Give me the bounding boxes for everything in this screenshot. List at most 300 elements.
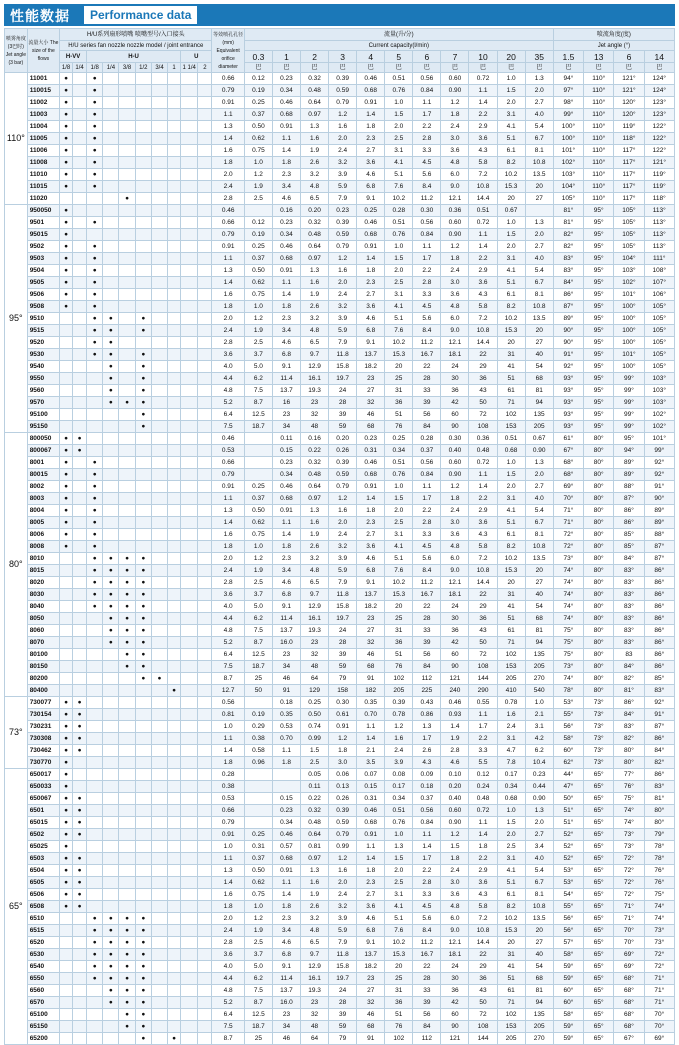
connection-dot-cell	[87, 673, 103, 685]
capacity-cell: 1.9	[244, 925, 272, 937]
connection-dot-cell	[198, 469, 212, 481]
connection-dot-cell	[168, 673, 181, 685]
capacity-cell: 8.4	[413, 925, 441, 937]
capacity-cell: 182	[357, 685, 385, 697]
size-header: 1	[168, 63, 181, 73]
connection-dot-cell: ●	[135, 949, 151, 961]
capacity-cell: 0.19	[244, 85, 272, 97]
capacity-cell: 1.4	[469, 241, 497, 253]
header-hu: H-U	[87, 51, 181, 63]
capacity-cell: 2.9	[469, 265, 497, 277]
capacity-cell: 0.60	[441, 457, 469, 469]
jet-angle-cell: 51°	[553, 805, 583, 817]
connection-dot-cell: ●	[103, 337, 119, 349]
capacity-cell: 0.48	[301, 229, 329, 241]
connection-dot-cell	[135, 301, 151, 313]
connection-dot-cell	[73, 169, 87, 181]
capacity-cell: 6.1	[497, 145, 525, 157]
jet-angle-cell: 65°	[584, 961, 614, 973]
capacity-cell: 2.4	[329, 889, 357, 901]
jet-angle-cell: 68°	[553, 469, 583, 481]
connection-dot-cell: ●	[103, 325, 119, 337]
jet-angle-cell: 93°	[553, 385, 583, 397]
capacity-cell: 1.2	[441, 481, 469, 493]
capacity-cell: 0.75	[244, 145, 272, 157]
connection-dot-cell	[151, 613, 167, 625]
connection-dot-cell	[135, 469, 151, 481]
jet-angle-cell: 104°	[553, 181, 583, 193]
capacity-cell: 28	[413, 973, 441, 985]
connection-dot-cell	[119, 793, 135, 805]
connection-dot-cell	[151, 901, 167, 913]
orifice-cell: 1.1	[212, 733, 244, 745]
model-cell: 9560	[27, 385, 59, 397]
connection-dot-cell	[181, 889, 198, 901]
model-cell: 65025	[27, 841, 59, 853]
capacity-cell: 50	[469, 397, 497, 409]
jet-angle-cell: 83°	[614, 589, 644, 601]
capacity-cell: 19.3	[301, 985, 329, 997]
connection-dot-cell	[119, 865, 135, 877]
capacity-cell: 0.46	[357, 73, 385, 85]
connection-dot-cell	[119, 481, 135, 493]
capacity-cell: 5.5	[469, 757, 497, 769]
capacity-cell: 2.9	[469, 865, 497, 877]
capacity-cell: 0.36	[469, 433, 497, 445]
orifice-cell: 5.2	[212, 997, 244, 1009]
connection-dot-cell	[181, 709, 198, 721]
capacity-cell: 3.7	[244, 349, 272, 361]
capacity-cell: 10.8	[525, 301, 553, 313]
capacity-cell: 4.1	[385, 301, 413, 313]
capacity-cell: 3.1	[385, 529, 413, 541]
capacity-cell: 3.4	[272, 181, 300, 193]
connection-dot-cell	[73, 997, 87, 1009]
capacity-cell: 0.74	[301, 721, 329, 733]
connection-dot-cell	[87, 757, 103, 769]
connection-dot-cell: ●	[87, 481, 103, 493]
connection-dot-cell: ●	[119, 577, 135, 589]
connection-dot-cell: ●	[60, 181, 73, 193]
capacity-cell: 0.64	[301, 829, 329, 841]
capacity-cell: 5.1	[385, 553, 413, 565]
connection-dot-cell	[135, 733, 151, 745]
jet-angle-cell: 83°	[614, 577, 644, 589]
capacity-cell: 129	[301, 685, 329, 697]
capacity-cell: 0.68	[357, 469, 385, 481]
capacity-cell: 2.4	[497, 721, 525, 733]
jet-angle-cell: 100°	[614, 337, 644, 349]
capacity-cell: 2.4	[329, 145, 357, 157]
jet-angle-cell: 65°	[584, 925, 614, 937]
connection-dot-cell: ●	[87, 457, 103, 469]
capacity-cell: 1.6	[497, 709, 525, 721]
capacity-cell: 20	[497, 337, 525, 349]
capacity-cell: 0.23	[357, 433, 385, 445]
capacity-cell: 5.6	[413, 169, 441, 181]
jet-angle-cell: 73°	[584, 697, 614, 709]
orifice-cell: 0.53	[212, 793, 244, 805]
connection-dot-cell	[135, 901, 151, 913]
connection-dot-cell: ●	[87, 949, 103, 961]
capacity-cell: 1.5	[441, 841, 469, 853]
connection-dot-cell	[198, 1033, 212, 1045]
orifice-cell: 0.91	[212, 481, 244, 493]
table-row	[5, 301, 675, 313]
connection-dot-cell	[60, 637, 73, 649]
connection-dot-cell	[168, 349, 181, 361]
capacity-cell: 25	[244, 1033, 272, 1045]
capacity-cell: 0.17	[497, 769, 525, 781]
jet-angle-cell: 88°	[614, 481, 644, 493]
capacity-cell: 2.0	[329, 877, 357, 889]
jet-angle-cell: 67°	[614, 1033, 644, 1045]
capacity-cell: 2.2	[469, 109, 497, 121]
jet-angle-cell: 89°	[614, 457, 644, 469]
connection-dot-cell	[73, 973, 87, 985]
capacity-cell: 2.2	[469, 253, 497, 265]
orifice-cell: 1.1	[212, 853, 244, 865]
connection-dot-cell	[151, 553, 167, 565]
connection-dot-cell	[151, 145, 167, 157]
capacity-cell: 29	[469, 601, 497, 613]
capacity-cell: 2.0	[329, 133, 357, 145]
connection-dot-cell	[73, 121, 87, 133]
jet-angle-cell: 95°	[584, 349, 614, 361]
capacity-cell: 1.1	[413, 241, 441, 253]
capacity-cell: 68	[357, 661, 385, 673]
capacity-cell: 0.19	[244, 229, 272, 241]
jet-angle-cell: 74°	[553, 601, 583, 613]
jet-angle-cell: 65°	[584, 949, 614, 961]
jet-angle-cell: 95°	[584, 277, 614, 289]
connection-dot-cell	[151, 781, 167, 793]
model-cell: 730154	[27, 709, 59, 721]
capacity-cell: 3.2	[301, 913, 329, 925]
jet-angle-cell: 89°	[553, 313, 583, 325]
capacity-cell: 91	[272, 685, 300, 697]
connection-dot-cell	[103, 889, 119, 901]
connection-dot-cell	[103, 121, 119, 133]
capacity-cell: 31	[385, 985, 413, 997]
capacity-cell: 1.7	[413, 853, 441, 865]
capacity-cell: 0.97	[301, 493, 329, 505]
capacity-cell: 23	[301, 397, 329, 409]
connection-dot-cell	[198, 889, 212, 901]
capacity-cell: 0.90	[441, 85, 469, 97]
capacity-cell: 18.1	[441, 589, 469, 601]
capacity-cell: 2.0	[497, 97, 525, 109]
connection-dot-cell: ●	[60, 457, 73, 469]
jet-angle-cell: 80°	[584, 505, 614, 517]
connection-dot-cell: ●	[60, 433, 73, 445]
connection-dot-cell: ●	[87, 601, 103, 613]
capacity-cell: 51	[385, 649, 413, 661]
capacity-cell: 1.6	[385, 733, 413, 745]
table-row	[5, 577, 675, 589]
capacity-cell: 6.0	[441, 313, 469, 325]
orifice-cell: 2.8	[212, 577, 244, 589]
connection-dot-cell: ●	[103, 577, 119, 589]
connection-dot-cell	[198, 193, 212, 205]
table-row	[5, 397, 675, 409]
connection-dot-cell	[168, 721, 181, 733]
connection-dot-cell	[73, 553, 87, 565]
connection-dot-cell: ●	[103, 385, 119, 397]
connection-dot-cell	[181, 721, 198, 733]
jet-angle-cell: 102°	[553, 157, 583, 169]
pressure-unit: 巴	[329, 63, 357, 73]
table-row	[5, 349, 675, 361]
capacity-cell: 9.0	[441, 925, 469, 937]
capacity-cell	[244, 817, 272, 829]
connection-dot-cell	[119, 277, 135, 289]
capacity-cell: 0.76	[385, 229, 413, 241]
jet-angle-cell: 58°	[553, 733, 583, 745]
model-cell: 650033	[27, 781, 59, 793]
connection-dot-cell	[103, 457, 119, 469]
title-cn: 性能数据	[10, 9, 70, 25]
capacity-cell: 34	[272, 421, 300, 433]
connection-dot-cell	[181, 625, 198, 637]
angle-group-cell: 65°	[5, 769, 28, 1045]
connection-dot-cell	[60, 601, 73, 613]
connection-dot-cell	[181, 781, 198, 793]
capacity-cell: 72	[469, 649, 497, 661]
connection-dot-cell: ●	[73, 433, 87, 445]
connection-dot-cell	[181, 397, 198, 409]
jet-angle-cell: 100°	[614, 325, 644, 337]
connection-dot-cell	[151, 577, 167, 589]
connection-dot-cell: ●	[119, 913, 135, 925]
connection-dot-cell: ●	[135, 397, 151, 409]
jet-angle-cell: 103°	[644, 397, 674, 409]
connection-dot-cell	[135, 721, 151, 733]
capacity-cell: 0.60	[441, 805, 469, 817]
capacity-cell: 11.4	[272, 973, 300, 985]
connection-dot-cell: ●	[60, 541, 73, 553]
connection-dot-cell: ●	[87, 517, 103, 529]
connection-dot-cell	[73, 361, 87, 373]
connection-dot-cell	[198, 241, 212, 253]
capacity-cell: 43	[469, 985, 497, 997]
model-cell: 6550	[27, 973, 59, 985]
model-cell: 8070	[27, 637, 59, 649]
capacity-cell: 46	[357, 649, 385, 661]
connection-dot-cell	[103, 661, 119, 673]
model-cell: 9501	[27, 217, 59, 229]
capacity-cell: 7.8	[497, 757, 525, 769]
connection-dot-cell	[73, 385, 87, 397]
jet-angle-cell: 80°	[584, 625, 614, 637]
connection-dot-cell	[151, 565, 167, 577]
capacity-cell: 0.25	[244, 481, 272, 493]
capacity-cell: 3.1	[497, 253, 525, 265]
connection-dot-cell: ●	[60, 253, 73, 265]
capacity-cell: 20	[385, 961, 413, 973]
connection-dot-cell: ●	[60, 505, 73, 517]
connection-dot-cell	[168, 361, 181, 373]
connection-dot-cell	[181, 565, 198, 577]
connection-dot-cell	[73, 193, 87, 205]
table-row	[5, 685, 675, 697]
connection-dot-cell	[181, 841, 198, 853]
table-row	[5, 769, 675, 781]
header-flow: 流量大小 The size of the flows	[27, 29, 59, 73]
connection-dot-cell	[198, 721, 212, 733]
connection-dot-cell: ●	[119, 553, 135, 565]
capacity-cell: 121	[441, 673, 469, 685]
model-cell: 9503	[27, 253, 59, 265]
table-row	[5, 553, 675, 565]
capacity-cell: 0.06	[329, 769, 357, 781]
capacity-cell: 0.25	[244, 829, 272, 841]
connection-dot-cell	[198, 553, 212, 565]
table-row	[5, 433, 675, 445]
capacity-cell: 6.5	[301, 193, 329, 205]
connection-dot-cell	[60, 313, 73, 325]
capacity-cell: 24	[441, 361, 469, 373]
connection-dot-cell	[198, 757, 212, 769]
connection-dot-cell: ●	[119, 625, 135, 637]
connection-dot-cell	[73, 253, 87, 265]
connection-dot-cell	[73, 277, 87, 289]
connection-dot-cell	[87, 853, 103, 865]
capacity-cell: 23	[357, 973, 385, 985]
orifice-cell: 0.79	[212, 817, 244, 829]
connection-dot-cell	[87, 865, 103, 877]
jet-angle-cell: 90°	[553, 325, 583, 337]
capacity-cell: 4.3	[469, 529, 497, 541]
capacity-cell: 2.5	[385, 277, 413, 289]
jet-angle-cell: 73°	[644, 925, 674, 937]
capacity-cell: 7.9	[329, 193, 357, 205]
capacity-cell: 3.9	[329, 913, 357, 925]
orifice-cell: 1.0	[212, 721, 244, 733]
connection-dot-cell	[168, 265, 181, 277]
connection-dot-cell	[60, 421, 73, 433]
jet-angle-cell: 119°	[644, 169, 674, 181]
jet-angle-cell: 99°	[614, 373, 644, 385]
orifice-cell: 0.91	[212, 241, 244, 253]
jet-angle-cell: 86°	[553, 289, 583, 301]
jet-angle-cell: 65°	[584, 817, 614, 829]
connection-dot-cell: ●	[135, 385, 151, 397]
jet-angle-cell: 73°	[584, 745, 614, 757]
capacity-cell: 0.55	[469, 697, 497, 709]
jet-angle-cell: 89°	[614, 469, 644, 481]
jet-angle-cell: 118°	[644, 193, 674, 205]
connection-dot-cell	[73, 649, 87, 661]
connection-dot-cell	[135, 169, 151, 181]
capacity-cell: 0.40	[441, 445, 469, 457]
connection-dot-cell	[60, 577, 73, 589]
capacity-cell: 0.46	[357, 217, 385, 229]
jet-angle-cell: 86°	[644, 601, 674, 613]
connection-dot-cell	[181, 73, 198, 85]
capacity-cell: 2.5	[244, 337, 272, 349]
connection-dot-cell	[181, 757, 198, 769]
jet-angle-cell: 102°	[614, 277, 644, 289]
capacity-cell: 0.59	[329, 817, 357, 829]
jet-angle-cell: 68°	[614, 1009, 644, 1021]
connection-dot-cell	[151, 661, 167, 673]
capacity-cell: 1.2	[329, 109, 357, 121]
jet-angle-cell: 55°	[553, 709, 583, 721]
table-row	[5, 157, 675, 169]
connection-dot-cell: ●	[135, 349, 151, 361]
connection-dot-cell: ●	[60, 877, 73, 889]
capacity-cell: 0.56	[413, 805, 441, 817]
jet-angle-cell: 74°	[553, 589, 583, 601]
capacity-cell: 1.8	[357, 265, 385, 277]
connection-dot-cell	[73, 613, 87, 625]
connection-dot-cell	[168, 97, 181, 109]
connection-dot-cell	[60, 397, 73, 409]
connection-dot-cell: ●	[135, 1009, 151, 1021]
connection-dot-cell	[151, 181, 167, 193]
connection-dot-cell	[73, 181, 87, 193]
model-cell: 11005	[27, 133, 59, 145]
jet-angle-cell: 78°	[644, 853, 674, 865]
connection-dot-cell	[87, 829, 103, 841]
capacity-cell	[244, 433, 272, 445]
model-cell: 8002	[27, 481, 59, 493]
capacity-cell: 0.43	[413, 697, 441, 709]
connection-dot-cell: ●	[103, 925, 119, 937]
header-nozzle-en: H/U series fan nozzle nozzle model / joint entrance	[60, 41, 212, 51]
connection-dot-cell	[198, 781, 212, 793]
connection-dot-cell	[181, 529, 198, 541]
capacity-cell: 6.2	[244, 373, 272, 385]
capacity-cell: 3.4	[272, 925, 300, 937]
jet-angle-cell: 105°	[614, 217, 644, 229]
capacity-cell: 1.6	[301, 517, 329, 529]
jet-angle-cell: 83°	[614, 721, 644, 733]
jet-angle-cell: 72°	[614, 877, 644, 889]
jet-angle-cell: 74°	[553, 613, 583, 625]
capacity-cell: 1.0	[385, 241, 413, 253]
jet-angle-cell: 80°	[584, 445, 614, 457]
connection-dot-cell	[151, 85, 167, 97]
connection-dot-cell	[198, 937, 212, 949]
header-orifice: 等效喷孔孔径 (mm) Equivalent orifice diameter	[212, 29, 244, 73]
capacity-cell: 4.1	[497, 265, 525, 277]
capacity-cell: 90	[441, 1021, 469, 1033]
capacity-cell: 0.09	[413, 769, 441, 781]
jet-angle-cell: 65°	[584, 829, 614, 841]
table-row	[5, 901, 675, 913]
capacity-cell: 6.8	[357, 925, 385, 937]
connection-dot-cell	[198, 637, 212, 649]
connection-dot-cell	[198, 385, 212, 397]
capacity-cell: 3.2	[329, 301, 357, 313]
jet-pressure-header: 6	[614, 51, 644, 63]
capacity-cell: 0.91	[329, 721, 357, 733]
jet-angle-cell: 50°	[553, 793, 583, 805]
capacity-cell: 9.0	[441, 325, 469, 337]
jet-angle-cell: 72°	[553, 541, 583, 553]
size-header: 1 1/4	[182, 64, 196, 71]
capacity-cell: 14.4	[469, 193, 497, 205]
capacity-cell: 2.2	[469, 493, 497, 505]
capacity-cell: 0.91	[272, 505, 300, 517]
connection-dot-cell	[73, 457, 87, 469]
capacity-cell: 2.7	[525, 97, 553, 109]
connection-dot-cell	[119, 493, 135, 505]
connection-dot-cell	[135, 877, 151, 889]
connection-dot-cell: ●	[73, 901, 87, 913]
